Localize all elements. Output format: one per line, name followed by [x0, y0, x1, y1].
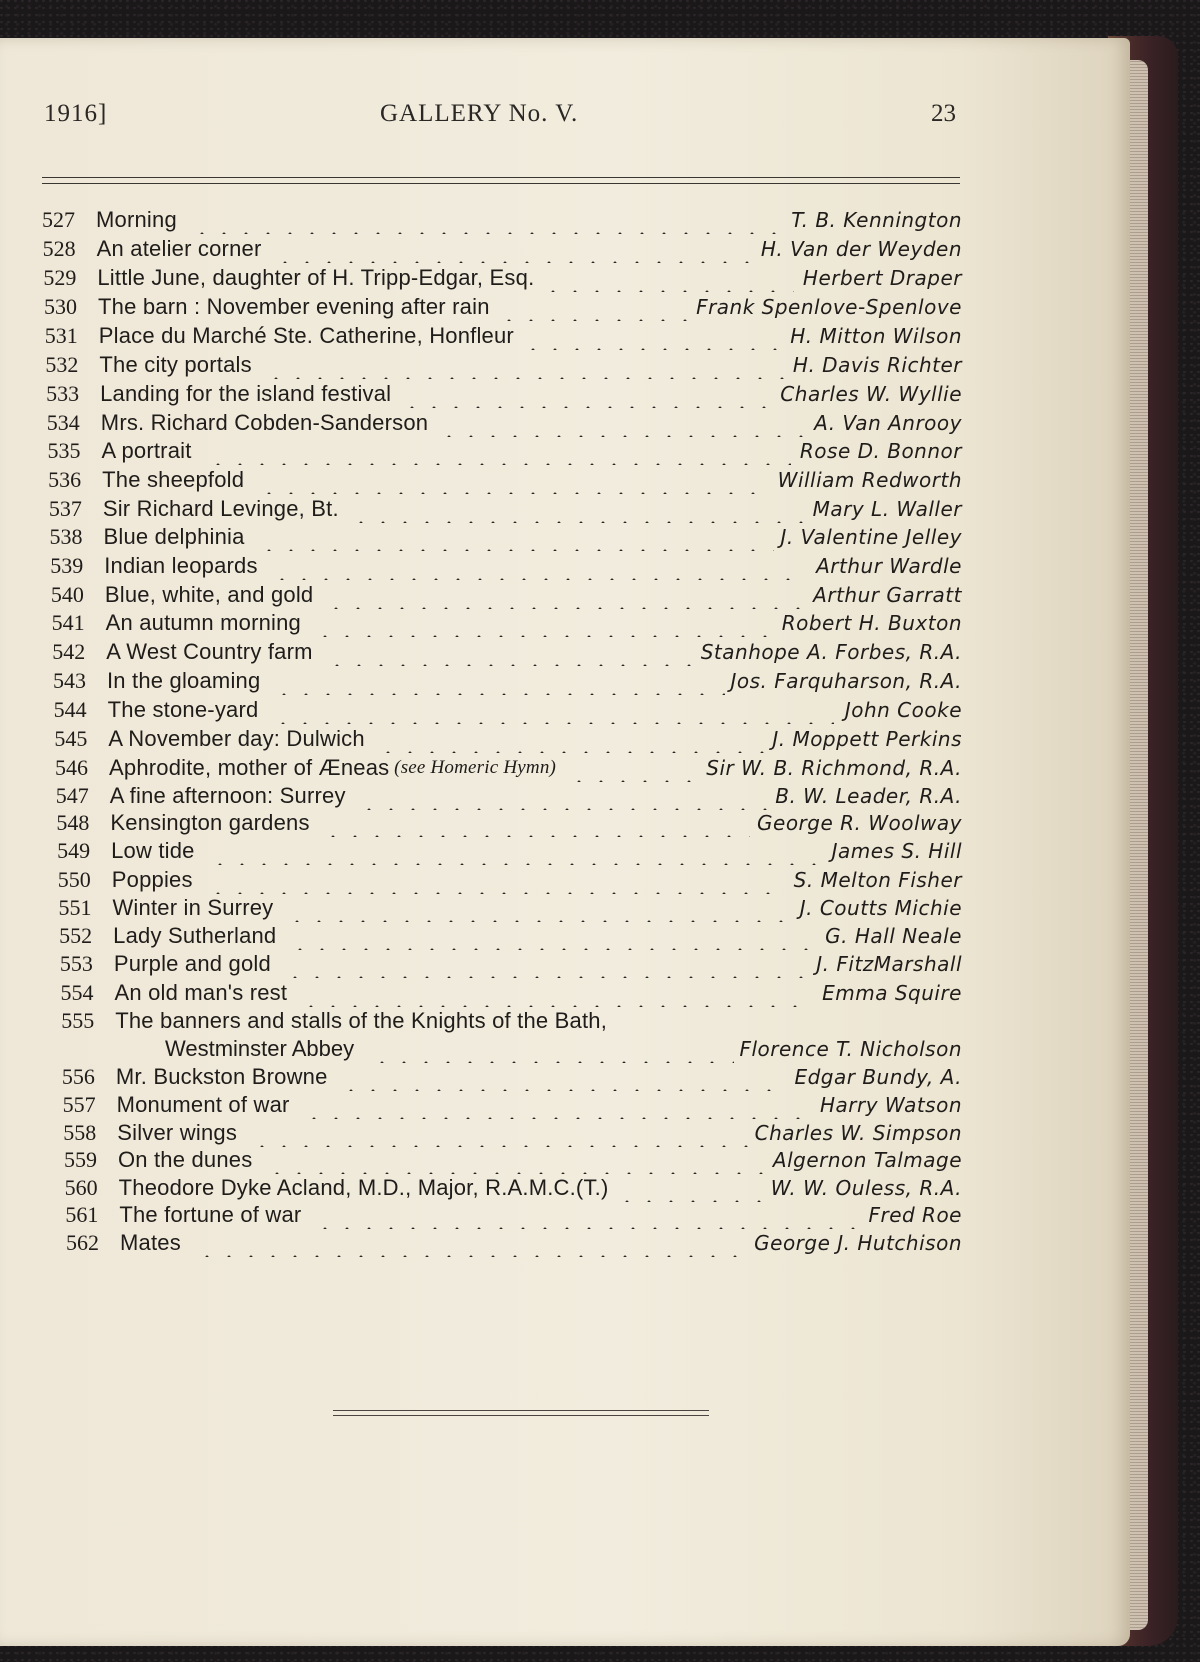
entry-artist: James S. Hill — [831, 839, 962, 863]
entry-number: 548 — [56, 810, 90, 835]
leader-dots — [346, 495, 804, 523]
catalogue-entry — [0, 1119, 1130, 1147]
leader-dots — [205, 837, 822, 865]
leader-dots — [397, 380, 773, 408]
entry-title: Blue, white, and gold — [104, 582, 314, 607]
entry-number: 545 — [54, 726, 88, 751]
entry-title: Poppies — [111, 867, 193, 892]
entry-number: 556 — [61, 1064, 95, 1089]
entry-artist: Rose D. Bonnor — [799, 439, 962, 463]
catalogue-entry — [0, 1007, 1130, 1035]
leader-dots — [285, 922, 815, 950]
entry-number: 536 — [48, 467, 82, 492]
entry-artist: Fred Roe — [868, 1203, 962, 1227]
catalogue-entry — [0, 1146, 1130, 1174]
entry-number: 546 — [55, 755, 89, 780]
entry-title: Sir Richard Levinge, Bt. — [102, 496, 339, 521]
catalogue-entry — [0, 696, 1130, 724]
entry-number: 535 — [47, 438, 81, 463]
entry-number: 531 — [44, 323, 78, 348]
header-rule — [42, 177, 960, 184]
leader-dots — [494, 293, 692, 321]
entry-title: Monument of war — [116, 1092, 290, 1117]
entry-number: 534 — [46, 410, 80, 435]
leader-dots — [564, 754, 702, 782]
entry-title: Landing for the island festival — [100, 381, 392, 406]
catalogue-entry — [0, 380, 1130, 408]
leader-dots — [267, 552, 807, 580]
entry-artist: Herbert Draper — [802, 266, 962, 290]
leader-dots — [373, 725, 765, 753]
entry-number: 561 — [65, 1202, 99, 1227]
entry-number: 527 — [42, 207, 75, 232]
leader-dots — [254, 523, 774, 551]
entry-artist: Stanhope A. Forbes, R.A. — [700, 640, 962, 664]
catalogue-entry — [0, 754, 1130, 782]
entry-title: An old man's rest — [114, 980, 288, 1005]
leader-dots — [367, 1035, 734, 1063]
entry-number: 530 — [44, 294, 78, 319]
catalogue-entry — [0, 437, 1130, 465]
catalogue-entry — [0, 523, 1130, 551]
leader-dots — [192, 1229, 748, 1257]
leader-dots — [247, 1119, 748, 1147]
entry-artist: B. W. Leader, R.A. — [775, 784, 962, 808]
entry-title: Indian leopards — [104, 553, 258, 578]
leader-dots — [310, 1201, 857, 1229]
entry-artist: Harry Watson — [819, 1093, 962, 1117]
leader-dots — [518, 322, 782, 350]
catalogue-entry — [0, 950, 1130, 978]
entry-title: Morning — [96, 207, 177, 232]
catalogue-entry — [0, 264, 1130, 292]
catalogue-entry — [0, 1063, 1130, 1091]
running-head-year: 1916] — [44, 100, 108, 127]
leader-dots — [262, 1146, 765, 1174]
catalogue-entry — [0, 1174, 1130, 1202]
leader-dots — [318, 809, 749, 837]
entry-artist: H. Davis Richter — [792, 353, 962, 377]
entry-title: Mates — [120, 1230, 181, 1255]
entry-artist: Charles W. Wyllie — [780, 382, 962, 406]
catalogue-entry — [0, 782, 1130, 810]
entry-title: On the dunes — [117, 1147, 253, 1172]
entry-artist: Sir W. B. Richmond, R.A. — [706, 756, 962, 780]
entry-title: A November day: Dulwich — [108, 726, 365, 751]
entry-title: A West Country farm — [106, 639, 313, 664]
leader-dots — [261, 351, 785, 379]
catalogue-entry — [0, 495, 1130, 523]
entry-number: 541 — [51, 610, 85, 635]
catalogue-entry — [0, 922, 1130, 950]
catalogue-entry — [0, 235, 1130, 263]
page-number: 23 — [931, 100, 956, 127]
catalogue-entry — [0, 1201, 1130, 1229]
entry-artist: W. W. Ouless, R.A. — [770, 1176, 962, 1200]
leader-dots — [322, 638, 697, 666]
entry-artist: H. Mitton Wilson — [790, 324, 962, 348]
entry-number: 532 — [45, 352, 79, 377]
entry-title: Kensington gardens — [110, 810, 310, 835]
entry-title: The sheepfold — [102, 467, 245, 492]
entry-artist: Arthur Wardle — [816, 554, 962, 578]
leader-dots — [321, 581, 804, 609]
entry-artist: J. Moppett Perkins — [772, 727, 962, 751]
entry-artist: George R. Woolway — [757, 811, 962, 835]
entry-artist: T. B. Kennington — [791, 208, 962, 232]
catalogue-entry — [0, 979, 1130, 1007]
entry-artist: Edgar Bundy, A. — [794, 1065, 962, 1089]
entry-artist: Arthur Garratt — [813, 583, 962, 607]
catalogue-entry — [0, 1229, 1130, 1257]
catalogue-entry — [0, 351, 1130, 379]
entry-title: Lady Sutherland — [113, 923, 277, 948]
entry-artist: George J. Hutchison — [754, 1231, 962, 1255]
entry-number: 540 — [50, 582, 84, 607]
entry-number: 537 — [48, 496, 82, 521]
entry-number: 544 — [53, 697, 87, 722]
leader-dots — [538, 264, 794, 292]
entry-title: Silver wings — [117, 1120, 238, 1145]
leader-dots — [187, 206, 783, 234]
entry-title: The banners and stalls of the Knights of the Bath, — [115, 1008, 608, 1033]
entry-artist: A. Van Anrooy — [814, 411, 962, 435]
entry-title: A portrait — [101, 438, 192, 463]
entry-number: 533 — [46, 381, 80, 406]
entry-title: In the gloaming — [106, 668, 261, 693]
leader-dots — [282, 894, 792, 922]
catalogue-entry — [0, 638, 1130, 666]
running-head-title: GALLERY No. V. — [380, 100, 579, 127]
catalogue-entry — [0, 322, 1130, 350]
leader-dots — [299, 1091, 810, 1119]
entry-number: 560 — [64, 1175, 98, 1200]
entry-artist: Florence T. Nicholson — [739, 1037, 962, 1061]
leader-dots — [354, 782, 768, 810]
leader-dots — [280, 950, 808, 978]
entry-artist: Charles W. Simpson — [754, 1121, 962, 1145]
footer-rule — [333, 1410, 709, 1416]
entry-title-continued: Westminster Abbey — [165, 1036, 355, 1061]
entry-title: The city portals — [99, 352, 252, 377]
entry-number: 559 — [63, 1147, 97, 1172]
catalogue-entry — [0, 609, 1130, 637]
entry-title: Mr. Buckston Browne — [115, 1064, 328, 1089]
entry-artist: J. Coutts Michie — [799, 896, 962, 920]
entry-note: (see Homeric Hymn) — [394, 757, 557, 778]
entry-artist: Jos. Farquharson, R.A. — [730, 669, 962, 693]
entry-title: A fine afternoon: Surrey — [109, 783, 346, 808]
leader-dots — [203, 866, 785, 894]
catalogue-entry — [0, 866, 1130, 894]
entry-artist: William Redworth — [777, 468, 962, 492]
entry-number: 555 — [61, 1008, 95, 1033]
entry-number: 538 — [49, 524, 83, 549]
entry-title: Place du Marché Ste. Catherine, Honfleur — [98, 323, 514, 348]
entry-number: 554 — [60, 980, 94, 1005]
entry-title: The barn : November evening after rain — [98, 294, 490, 319]
entry-number: 549 — [57, 838, 91, 863]
entry-number: 562 — [66, 1230, 99, 1255]
catalogue-entry-continuation — [0, 1035, 1130, 1063]
entry-artist: J. Valentine Jelley — [780, 525, 962, 549]
catalogue-entry — [0, 466, 1130, 494]
catalogue-entry — [0, 293, 1130, 321]
entry-artist: Robert H. Buxton — [781, 611, 962, 635]
entry-artist: J. FitzMarshall — [816, 952, 962, 976]
entry-artist: S. Melton Fisher — [793, 868, 962, 892]
entry-artist: Mary L. Waller — [812, 497, 962, 521]
leader-dots — [270, 235, 753, 263]
entry-artist: Algernon Talmage — [772, 1148, 962, 1172]
leader-dots — [268, 696, 834, 724]
entry-title: An atelier corner — [96, 236, 262, 261]
catalogue-entry — [0, 552, 1130, 580]
catalogue-entry — [0, 894, 1130, 922]
leader-dots — [269, 667, 725, 695]
catalogue-entry — [0, 1091, 1130, 1119]
leader-dots — [612, 1174, 763, 1202]
entry-number: 539 — [50, 553, 84, 578]
entry-title: Aphrodite, mother of Æneas — [109, 755, 390, 780]
catalogue-entry — [0, 409, 1130, 437]
leader-dots — [434, 409, 804, 437]
entry-number: 557 — [62, 1092, 96, 1117]
entry-number: 551 — [58, 895, 92, 920]
entry-number: 547 — [55, 783, 89, 808]
entry-title: The fortune of war — [119, 1202, 302, 1227]
entry-title: Blue delphinia — [103, 524, 245, 549]
entry-number: 558 — [63, 1120, 97, 1145]
entry-title: Low tide — [111, 838, 195, 863]
entry-artist: H. Van der Weyden — [760, 237, 962, 261]
leader-dots — [296, 979, 812, 1007]
catalogue-entry — [0, 837, 1130, 865]
leader-dots — [254, 466, 770, 494]
catalogue-entry — [0, 725, 1130, 753]
entry-artist: G. Hall Neale — [825, 924, 962, 948]
entry-title: Purple and gold — [113, 951, 271, 976]
leader-dots — [336, 1063, 786, 1091]
entry-number: 550 — [57, 867, 91, 892]
running-head — [44, 100, 964, 140]
entry-title: An autumn morning — [105, 610, 301, 635]
entry-artist: Emma Squire — [822, 981, 962, 1005]
entry-number: 552 — [59, 923, 93, 948]
catalogue-entry — [0, 809, 1130, 837]
catalogue-entry — [0, 667, 1130, 695]
catalogue-entry — [0, 206, 1130, 234]
entry-artist: Frank Spenlove-Spenlove — [696, 295, 962, 319]
entry-title: Winter in Surrey — [112, 895, 274, 920]
entry-number: 542 — [52, 639, 86, 664]
entry-number: 553 — [59, 951, 93, 976]
entry-title: Mrs. Richard Cobden-Sanderson — [100, 410, 429, 435]
entry-number: 543 — [52, 668, 86, 693]
entry-artist: John Cooke — [844, 698, 962, 722]
catalogue-entry — [0, 581, 1130, 609]
entry-title: The stone-yard — [107, 697, 259, 722]
entry-title: Little June, daughter of H. Tripp-Edgar, Esq. — [97, 265, 535, 290]
entry-number: 528 — [42, 236, 76, 261]
leader-dots — [203, 437, 791, 465]
entry-title: Theodore Dyke Acland, M.D., Major, R.A.M.C.(T.) — [118, 1175, 609, 1200]
entry-number: 529 — [43, 265, 77, 290]
leader-dots — [310, 609, 774, 637]
